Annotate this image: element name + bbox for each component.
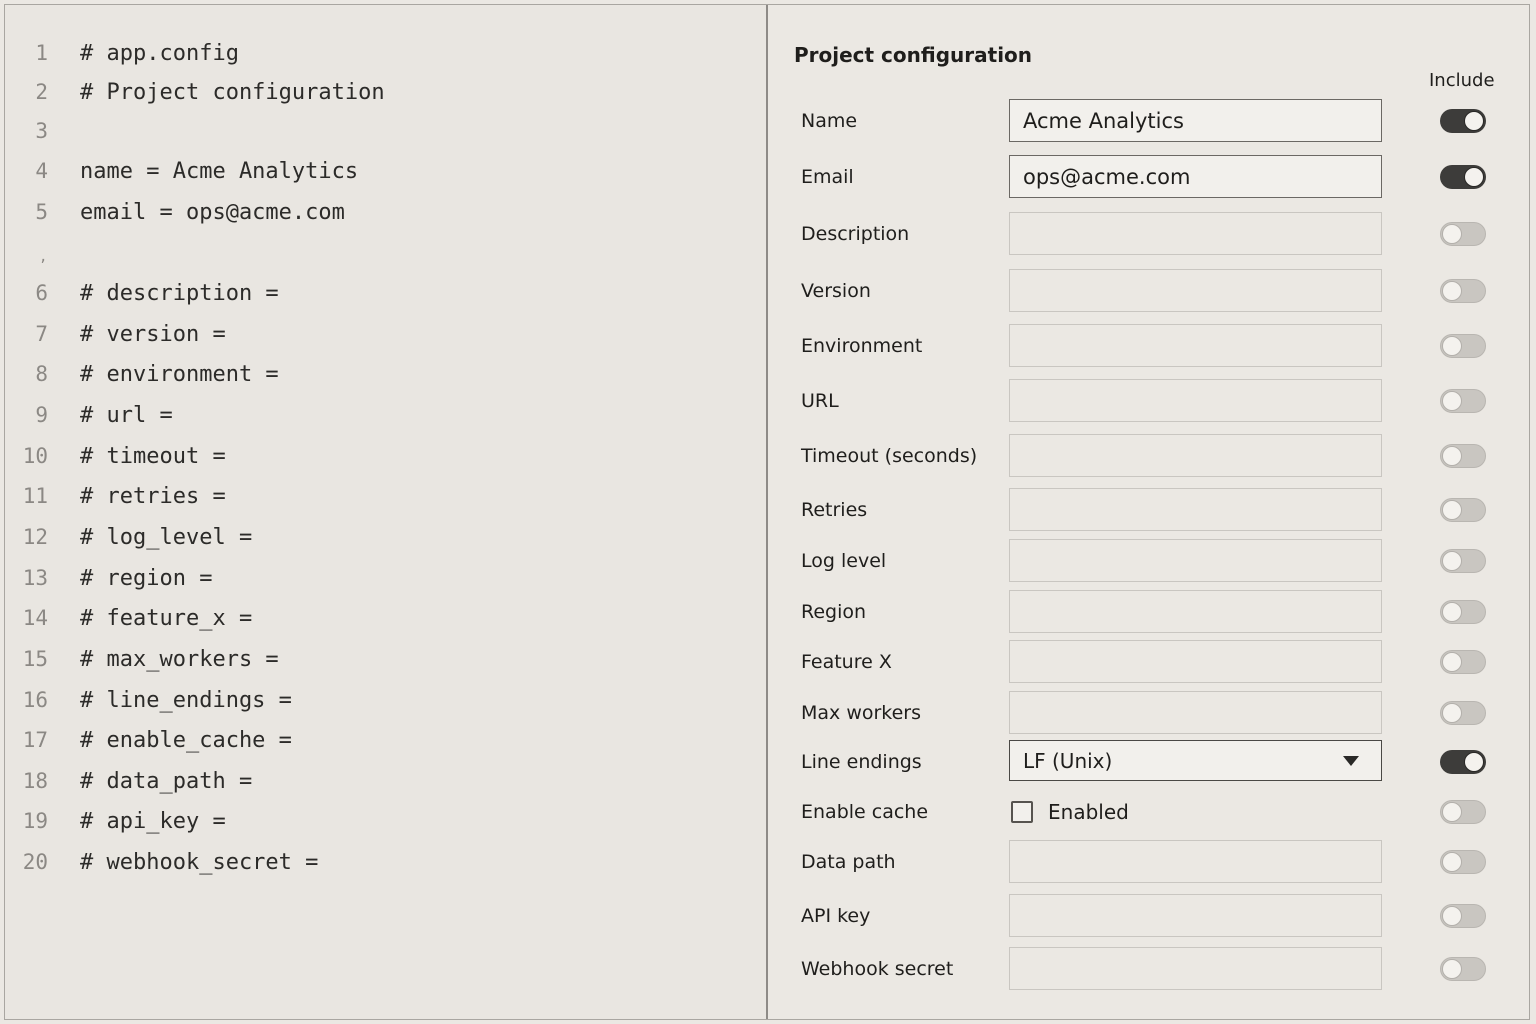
environment-label: Environment xyxy=(801,335,923,357)
timeout-include-toggle[interactable] xyxy=(1440,444,1486,468)
form-row-retries xyxy=(768,488,1528,532)
form-row-region xyxy=(768,590,1528,634)
code-line[interactable] xyxy=(5,761,252,801)
form-row-enable-cache xyxy=(768,790,1528,834)
chevron-down-icon[interactable] xyxy=(1343,756,1359,766)
toggle-knob xyxy=(1442,703,1462,723)
name-input[interactable] xyxy=(1009,99,1382,142)
retries-label: Retries xyxy=(801,499,868,521)
email-input[interactable] xyxy=(1009,155,1382,198)
line-number: 3 xyxy=(35,119,48,143)
line-number: 5 xyxy=(35,200,48,224)
line-text[interactable]: # log_level = xyxy=(80,524,253,550)
line-text[interactable]: # Project configuration xyxy=(80,79,385,105)
toggle-knob xyxy=(1442,652,1462,672)
panel-title: Project configuration xyxy=(794,43,1033,67)
data-path-label: Data path xyxy=(801,851,896,873)
code-line[interactable] xyxy=(5,33,239,73)
form-row-environment xyxy=(768,324,1528,368)
form-row-version xyxy=(768,269,1528,313)
code-line[interactable] xyxy=(5,151,358,191)
form-row-data-path xyxy=(768,840,1528,884)
feature-x-label: Feature X xyxy=(801,651,892,673)
toggle-knob xyxy=(1464,167,1484,187)
line-text[interactable]: # app.config xyxy=(80,40,239,66)
region-input[interactable] xyxy=(1009,590,1382,633)
code-line[interactable] xyxy=(5,517,252,557)
line-number: 17 xyxy=(22,728,48,752)
toggle-knob xyxy=(1442,959,1462,979)
line-text[interactable]: # line_endings = xyxy=(80,687,292,713)
data-path-include-toggle[interactable] xyxy=(1440,850,1486,874)
code-line[interactable] xyxy=(5,720,292,760)
line-endings-selected-value: LF (Unix) xyxy=(1023,748,1113,773)
line-number: 19 xyxy=(22,809,48,833)
toggle-knob xyxy=(1442,446,1462,466)
line-endings-label: Line endings xyxy=(801,751,922,773)
code-line[interactable] xyxy=(5,436,226,476)
toggle-knob xyxy=(1442,906,1462,926)
code-editor[interactable] xyxy=(5,5,768,1019)
line-endings-select[interactable] xyxy=(1009,740,1382,781)
line-number: 8 xyxy=(35,362,48,386)
form-row-log-level xyxy=(768,539,1528,583)
enable-cache-include-toggle[interactable] xyxy=(1440,800,1486,824)
line-text[interactable]: # timeout = xyxy=(80,443,226,469)
url-include-toggle[interactable] xyxy=(1440,389,1486,413)
email-label: Email xyxy=(801,166,854,188)
line-number: 2 xyxy=(35,80,48,104)
timeout-label: Timeout (seconds) xyxy=(801,445,978,467)
line-text[interactable]: # retries = xyxy=(80,483,226,509)
retries-include-toggle[interactable] xyxy=(1440,498,1486,522)
form-row-max-workers xyxy=(768,691,1528,735)
data-path-input[interactable] xyxy=(1009,840,1382,883)
enable-cache-checkbox[interactable] xyxy=(1011,801,1033,823)
webhook-secret-label: Webhook secret xyxy=(801,958,954,980)
code-line[interactable] xyxy=(5,395,173,435)
max-workers-label: Max workers xyxy=(801,702,922,724)
code-line[interactable] xyxy=(5,598,252,638)
form-row-line-endings xyxy=(768,740,1528,784)
description-label: Description xyxy=(801,223,910,245)
toggle-knob xyxy=(1442,336,1462,356)
line-number: 14 xyxy=(22,606,48,630)
code-line[interactable] xyxy=(5,354,279,394)
line-text[interactable]: # environment = xyxy=(80,361,279,387)
form-row-feature-x xyxy=(768,640,1528,684)
log-level-input[interactable] xyxy=(1009,539,1382,582)
version-input[interactable] xyxy=(1009,269,1382,312)
line-text[interactable]: # url = xyxy=(80,402,173,428)
code-line[interactable] xyxy=(5,72,385,112)
line-number: 16 xyxy=(22,688,48,712)
code-line[interactable] xyxy=(5,680,292,720)
line-text[interactable]: # feature_x = xyxy=(80,605,253,631)
log-level-include-toggle[interactable] xyxy=(1440,549,1486,573)
line-number: 11 xyxy=(22,484,48,508)
api-key-include-toggle[interactable] xyxy=(1440,904,1486,928)
line-text[interactable]: # api_key = xyxy=(80,808,226,834)
description-include-toggle[interactable] xyxy=(1440,222,1486,246)
line-number: 4 xyxy=(35,159,48,183)
code-line[interactable] xyxy=(5,111,80,151)
line-number: 7 xyxy=(35,322,48,346)
code-line[interactable] xyxy=(5,842,318,882)
feature-x-input[interactable] xyxy=(1009,640,1382,683)
code-line[interactable] xyxy=(5,558,212,598)
line-text[interactable]: name = Acme Analytics xyxy=(80,158,359,184)
toggle-knob xyxy=(1442,500,1462,520)
line-text[interactable]: # enable_cache = xyxy=(80,727,292,753)
environment-input[interactable] xyxy=(1009,324,1382,367)
timeout-input[interactable] xyxy=(1009,434,1382,477)
toggle-knob xyxy=(1442,602,1462,622)
code-line[interactable] xyxy=(5,801,226,841)
line-number: 15 xyxy=(22,647,48,671)
enable-cache-checkbox-label[interactable]: Enabled xyxy=(1048,800,1129,824)
form-row-url xyxy=(768,379,1528,423)
line-number: 18 xyxy=(22,769,48,793)
code-line[interactable] xyxy=(5,192,345,232)
line-number: 1 xyxy=(35,41,48,65)
toggle-knob xyxy=(1442,551,1462,571)
line-number: 20 xyxy=(22,850,48,874)
line-text[interactable]: # max_workers = xyxy=(80,646,279,672)
line-text[interactable]: # data_path = xyxy=(80,768,253,794)
line-text[interactable]: # region = xyxy=(80,565,213,591)
email-include-toggle[interactable] xyxy=(1440,165,1486,189)
line-text[interactable]: email = ops@acme.com xyxy=(80,199,345,225)
line-text[interactable]: # description = xyxy=(80,280,279,306)
url-label: URL xyxy=(801,390,839,412)
code-line[interactable] xyxy=(5,639,279,679)
toggle-knob xyxy=(1442,391,1462,411)
api-key-input[interactable] xyxy=(1009,894,1382,937)
max-workers-input[interactable] xyxy=(1009,691,1382,734)
url-input[interactable] xyxy=(1009,379,1382,422)
line-wrap-marker: , xyxy=(39,249,48,265)
region-include-toggle[interactable] xyxy=(1440,600,1486,624)
retries-input[interactable] xyxy=(1009,488,1382,531)
max-workers-include-toggle[interactable] xyxy=(1440,701,1486,725)
line-text[interactable]: # webhook_secret = xyxy=(80,849,319,875)
version-label: Version xyxy=(801,280,871,302)
form-row-api-key xyxy=(768,894,1528,938)
line-number: 10 xyxy=(22,444,48,468)
toggle-knob xyxy=(1442,852,1462,872)
include-column-header: Include xyxy=(1429,70,1495,91)
toggle-knob xyxy=(1464,752,1484,772)
enable-cache-label: Enable cache xyxy=(801,801,929,823)
name-label: Name xyxy=(801,110,858,132)
toggle-knob xyxy=(1442,281,1462,301)
environment-include-toggle[interactable] xyxy=(1440,334,1486,358)
toggle-knob xyxy=(1464,111,1484,131)
version-include-toggle[interactable] xyxy=(1440,279,1486,303)
webhook-secret-include-toggle[interactable] xyxy=(1440,957,1486,981)
enable-cache-checkbox-group xyxy=(1011,790,1129,834)
line-text[interactable]: # version = xyxy=(80,321,226,347)
region-label: Region xyxy=(801,601,867,623)
line-number: 6 xyxy=(35,281,48,305)
code-line[interactable] xyxy=(5,273,279,313)
app-window xyxy=(4,4,1530,1020)
form-row-email xyxy=(768,155,1528,199)
name-include-toggle[interactable] xyxy=(1440,109,1486,133)
line-number: 13 xyxy=(22,566,48,590)
line-number: 12 xyxy=(22,525,48,549)
form-row-name xyxy=(768,99,1528,143)
webhook-secret-input[interactable] xyxy=(1009,947,1382,990)
feature-x-include-toggle[interactable] xyxy=(1440,650,1486,674)
config-form-panel xyxy=(768,5,1529,1019)
line-number: 9 xyxy=(35,403,48,427)
form-row-timeout xyxy=(768,434,1528,478)
form-row-webhook-secret xyxy=(768,947,1528,991)
code-line[interactable] xyxy=(5,476,226,516)
description-input[interactable] xyxy=(1009,212,1382,255)
line-endings-include-toggle[interactable] xyxy=(1440,750,1486,774)
code-line[interactable] xyxy=(5,314,226,354)
form-row-description xyxy=(768,212,1528,256)
toggle-knob xyxy=(1442,802,1462,822)
api-key-label: API key xyxy=(801,905,871,927)
toggle-knob xyxy=(1442,224,1462,244)
log-level-label: Log level xyxy=(801,550,887,572)
